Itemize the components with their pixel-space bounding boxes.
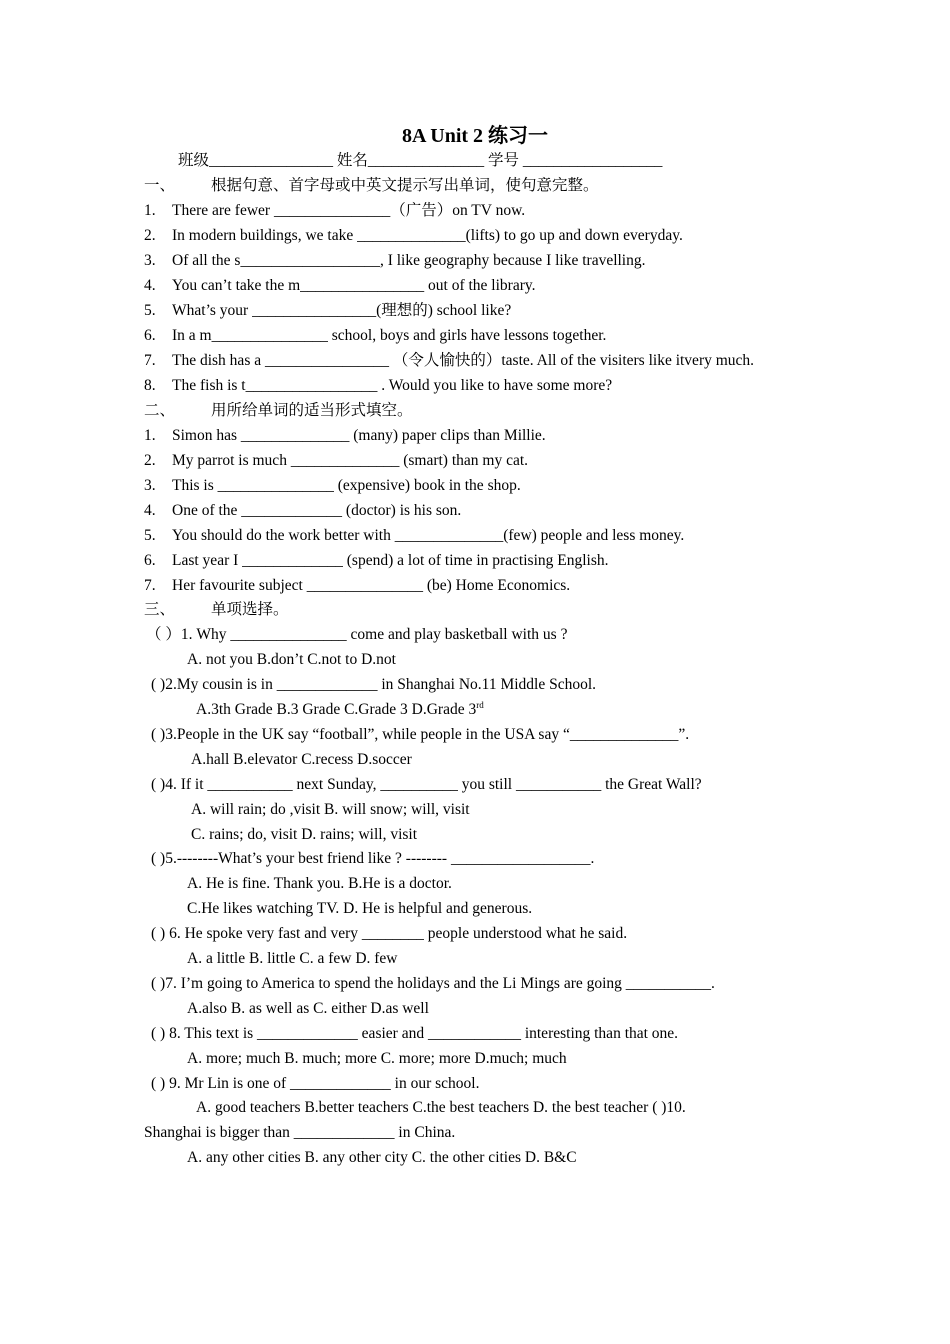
section2-item xyxy=(144,550,609,572)
question-2-options xyxy=(196,699,484,721)
section3-instruction: 单项选择。 xyxy=(211,601,289,618)
question-10-options: A. any other cities B. any other city C. the other cities D. B&C xyxy=(187,1149,577,1166)
section1-instruction: 根据句意、首字母或中英文提示写出单词，使句意完整。 xyxy=(211,177,599,194)
question-1: （ ）1. Why _______________ come and play basketball with us ? xyxy=(146,626,568,643)
question-5-options-cd: C.He likes watching TV. D. He is helpful and generous. xyxy=(187,900,533,917)
section1-number: 一、 xyxy=(144,177,176,194)
item-text: This is _______________ (expensive) book in the shop. xyxy=(172,477,521,494)
section2-item xyxy=(144,525,684,547)
question-7: ( )7. I’m going to America to spend the holidays and the Li Mings are going ___________. xyxy=(151,975,715,992)
item-text: My parrot is much ______________ (smart) than my cat. xyxy=(172,452,529,469)
question-8-options: A. more; much B. much; more C. more; more D.much; much xyxy=(187,1050,567,1067)
page-title: 8A Unit 2 练习一 xyxy=(401,125,549,147)
item-number: 5. xyxy=(144,302,156,319)
item-text: You can’t take the m________________ out of the library. xyxy=(172,277,536,294)
section1-heading xyxy=(144,175,599,197)
question-8: ( ) 8. This text is _____________ easier and ____________ interesting than that one. xyxy=(151,1025,679,1042)
section1-item xyxy=(144,225,683,247)
item-text: In modern buildings, we take ______________(lifts) to go up and down everyday. xyxy=(172,227,683,244)
section2-item xyxy=(144,425,546,447)
question-2: ( )2.My cousin is in _____________ in Shanghai No.11 Middle School. xyxy=(151,676,597,693)
section2-item xyxy=(144,500,461,522)
question-5: ( )5.--------What’s your best friend like ? -------- __________________. xyxy=(151,850,595,867)
item-text: You should do the work better with ______________(few) people and less money. xyxy=(172,527,685,544)
options-text: A.3th Grade B.3 Grade C.Grade 3 D.Grade 3 xyxy=(196,701,477,718)
section2-item xyxy=(144,475,521,497)
item-number: 1. xyxy=(144,427,156,444)
question-4-options-ab: A. will rain; do ,visit B. will snow; will, visit xyxy=(191,801,470,818)
section1-item xyxy=(144,375,612,397)
question-1-options: A. not you B.don’t C.not to D.not xyxy=(187,651,396,668)
item-number: 7. xyxy=(144,352,156,369)
item-number: 6. xyxy=(144,552,156,569)
item-number: 8. xyxy=(144,377,156,394)
item-text: There are fewer _______________（广告）on TV now. xyxy=(172,202,526,219)
item-number: 3. xyxy=(144,252,156,269)
item-number: 7. xyxy=(144,577,156,594)
section2-item xyxy=(144,450,528,472)
question-6: ( ) 6. He spoke very fast and very ________ people understood what he said. xyxy=(151,925,628,942)
item-number: 6. xyxy=(144,327,156,344)
section2-item xyxy=(144,575,570,597)
section2-heading xyxy=(144,400,413,422)
item-text: Last year I _____________ (spend) a lot of time in practising English. xyxy=(172,552,609,569)
ordinal-suffix: rd xyxy=(476,699,484,710)
question-10: Shanghai is bigger than _____________ in China. xyxy=(144,1124,456,1141)
question-4-options-cd: C. rains; do, visit D. rains; will, visit xyxy=(191,826,418,843)
question-5-options-ab: A. He is fine. Thank you. B.He is a doctor. xyxy=(187,875,452,892)
item-text: One of the _____________ (doctor) is his son. xyxy=(172,502,462,519)
section2-number: 二、 xyxy=(144,402,176,419)
section1-item xyxy=(144,250,646,272)
question-9-options: A. good teachers B.better teachers C.the best teachers D. the best teacher ( )10. xyxy=(196,1099,686,1116)
item-number: 4. xyxy=(144,502,156,519)
item-number: 1. xyxy=(144,202,156,219)
section1-item xyxy=(144,350,754,372)
question-4: ( )4. If it ___________ next Sunday, __________ you still ___________ the Great Wall? xyxy=(151,776,702,793)
item-text: Simon has ______________ (many) paper clips than Millie. xyxy=(172,427,546,444)
section1-item xyxy=(144,275,536,297)
item-text: What’s your ________________(理想的) school like? xyxy=(172,302,512,319)
question-6-options: A. a little B. little C. a few D. few xyxy=(187,950,398,967)
item-number: 5. xyxy=(144,527,156,544)
item-number: 4. xyxy=(144,277,156,294)
question-7-options: A.also B. as well as C. either D.as well xyxy=(187,1000,429,1017)
section1-item xyxy=(144,200,525,222)
section3-number: 三、 xyxy=(144,601,176,618)
student-info-line: 班级________________ 姓名_______________ 学号 __________________ xyxy=(178,152,663,169)
question-9: ( ) 9. Mr Lin is one of _____________ in our school. xyxy=(151,1075,480,1092)
section1-item xyxy=(144,325,606,347)
question-3: ( )3.People in the UK say “football”, while people in the USA say “______________”. xyxy=(151,726,690,743)
item-number: 2. xyxy=(144,452,156,469)
item-number: 3. xyxy=(144,477,156,494)
section1-item xyxy=(144,300,511,322)
question-3-options: A.hall B.elevator C.recess D.soccer xyxy=(191,751,412,768)
item-text: The dish has a ________________ （令人愉快的）taste. All of the visiters like itvery much. xyxy=(172,352,755,369)
item-text: Her favourite subject _______________ (be) Home Economics. xyxy=(172,577,571,594)
item-text: In a m_______________ school, boys and girls have lessons together. xyxy=(172,327,607,344)
item-text: The fish is t_________________ . Would you like to have some more? xyxy=(172,377,613,394)
item-number: 2. xyxy=(144,227,156,244)
section3-heading xyxy=(144,599,289,621)
section2-instruction: 用所给单词的适当形式填空。 xyxy=(211,402,413,419)
item-text: Of all the s__________________, I like geography because I like travelling. xyxy=(172,252,646,269)
